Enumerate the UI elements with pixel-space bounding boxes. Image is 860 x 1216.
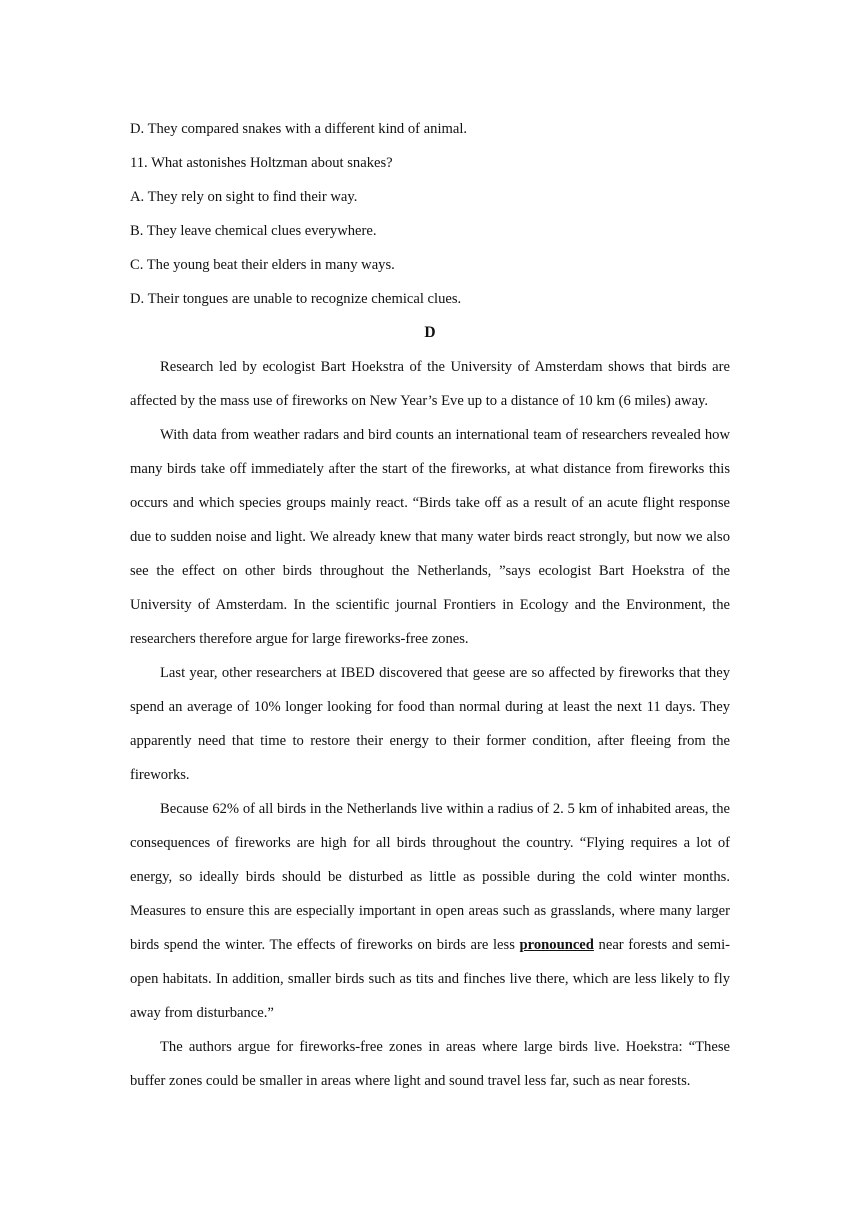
- paragraph-5: The authors argue for fireworks-free zones in areas where large birds live. Hoekstra: “These buffer zones could be smaller in areas where light and sound travel less far, such as near forests.: [130, 1039, 730, 1089]
- option-11a: A. They rely on sight to find their way.: [130, 189, 358, 205]
- paragraph-4: [130, 792, 730, 1030]
- paragraph-4-before: Because 62% of all birds in the Netherlands live within a radius of 2. 5 km of inhabited areas, the consequences of fireworks are high for all birds throughout the country. “Flying requires a lot of energy, so ideally birds should be disturbed as little as possible during the cold winter months. Measures to ensure this are especially important in open areas such as grasslands, where many larger birds spend the winter. The effects of fireworks on birds are less: [130, 801, 730, 953]
- underlined-word: pronounced: [519, 937, 594, 953]
- option-11b: B. They leave chemical clues everywhere.: [130, 223, 377, 239]
- option-11c: C. The young beat their elders in many ways.: [130, 257, 395, 273]
- paragraph-1: Research led by ecologist Bart Hoekstra of the University of Amsterdam shows that birds are affected by the mass use of fireworks on New Year’s Eve up to a distance of 10 km (6 miles) away.: [130, 359, 730, 409]
- question-11: 11. What astonishes Holtzman about snakes?: [130, 155, 393, 171]
- paragraph-3: Last year, other researchers at IBED discovered that geese are so affected by fireworks that they spend an average of 10% longer looking for food than normal during at least the next 11 days. They apparently need that time to restore their energy to their former condition, after fleeing from the fireworks.: [130, 665, 730, 783]
- section-title: D: [424, 324, 436, 341]
- document-page: [130, 112, 730, 1098]
- option-10d: D. They compared snakes with a different kind of animal.: [130, 121, 468, 137]
- option-11d: D. Their tongues are unable to recognize chemical clues.: [130, 291, 462, 307]
- paragraph-4-after: near forests and semi-open habitats. In addition, smaller birds such as tits and finches live there, which are less likely to fly away from disturbance.”: [130, 937, 730, 1021]
- paragraph-2: With data from weather radars and bird counts an international team of researchers revealed how many birds take off immediately after the start of the fireworks, at what distance from fireworks this occurs and which species groups mainly react. “Birds take off as a result of an acute flight response due to sudden noise and light. We already knew that many water birds react strongly, but now we also see the effect on other birds throughout the Netherlands, ”says ecologist Bart Hoekstra of the University of Amsterdam. In the scientific journal Frontiers in Ecology and the Environment, the researchers therefore argue for large fireworks-free zones.: [130, 427, 730, 647]
